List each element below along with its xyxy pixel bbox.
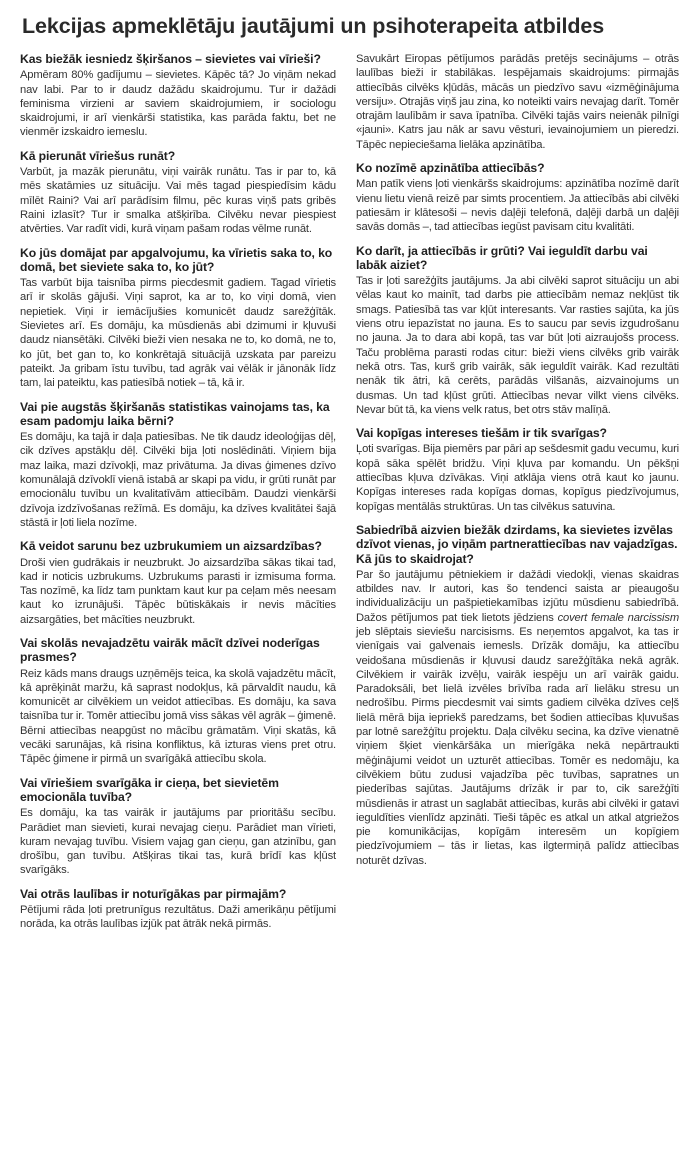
answer-text: Savukārt Eiropas pētījumos parādās pretējs secinājums – otrās laulības bieži ir stabilākas. Iespējamais skaidrojums: pirmajās attiecībās cilvēks kļūdās, mācās un piedzīvo savu «izmēģinājuma versiju». Otrajās viņš jau zina, ko noteikti vairs nevajag darīt. Tomēr otrajām laulībām ir sava īpatnība. Cilvēki tajās vairs neienāk pilnīgi «jauni». Katrs jau nāk ar savu vēsturi, ievainojumiem un pieredzi. Tāpēc nepieciešama lielāka apzinātība.: [356, 53, 679, 151]
question-heading: Vai otrās laulības ir noturīgākas par pirmajām?: [20, 886, 287, 901]
question-heading: Kas biežāk iesniedz šķiršanos – sievietes vai vīrieši?: [20, 52, 321, 66]
left-column: [20, 52, 336, 941]
question-heading: Kā pierunāt vīriešus runāt?: [20, 148, 176, 163]
qa-section: [20, 636, 336, 767]
answer-text: Droši vien gudrākais ir neuzbrukt. Jo aizsardzība sākas tikai tad, kad ir noticis uzbrukums. Uzbrukums parasti ir izmisuma forma. Tas nozīmē, ka līdz tam punktam kaut kur pa ceļam mēs neesam kaut ko izrunājuši. Tāpēc būtiskākais ir nevis mācīties aizsargāties, bet mācīties neuzbrukt.: [20, 556, 336, 626]
qa-section: [20, 149, 336, 237]
article-columns: [20, 52, 684, 941]
answer-text: [356, 568, 679, 868]
italic-term: covert female narcissism: [557, 611, 679, 624]
qa-section: [20, 776, 336, 878]
qa-section: [356, 523, 679, 868]
answer-text: Varbūt, ja mazāk pierunātu, viņi vairāk runātu. Tas ir par to, kā mēs skatāmies uz situāciju. Vai mēs tagad piespiedīsim kādu mīlēt Raini? Vai arī parādīsim filmu, pēc kuras viņš pats gribēs Raini izlasīt? Tur ir smalka atšķirība. Cilvēku nevar piespiest atvērties. Var radīt vidi, kurā viņam pašam rodas vēlme runāt.: [20, 166, 336, 236]
qa-section-continued: [356, 52, 679, 152]
answer-text: Ļoti svarīgas. Bija piemērs par pāri ap sešdesmit gadu vecumu, kuri kopā sāka spēlēt bridžu. Viņi kļuva par komandu. Un pēkšņi attiecības kļuva dzīvākas. Viņi atklāja viens otrā kaut ko jaunu. Kopīgas intereses rada kopīgas domas, kopīgus piedzīvojumus, kopīgas mentālās struktūras. Un tas cilvēkus satuvina.: [356, 443, 679, 513]
qa-section: [356, 161, 679, 234]
question-heading: Vai kopīgas intereses tiešām ir tik svarīgas?: [356, 426, 607, 441]
right-column: [356, 52, 679, 941]
answer-text: Apmēram 80% gadījumu – sievietes. Kāpēc tā? Jo viņām nekad nav labi. Par to ir daudz dažādu skaidrojumu. Tur ir dažādi feminisma virzieni ar saviem skaidrojumiem, ir sociologu skaidrojumi, ir arī vienkārši statistika, kas parāda faktu, bet ne vienmēr izskaidro iemeslu.: [20, 69, 336, 139]
question-heading: Kā veidot sarunu bez uzbrukumiem un aizsardzības?: [20, 539, 322, 554]
qa-section: [20, 52, 336, 140]
question-heading: Vai pie augstās šķiršanās statistikas vainojams tas, ka esam padomju laika bērni?: [20, 399, 330, 428]
question-heading: Ko jūs domājat par apgalvojumu, ka vīrietis saka to, ko domā, bet sieviete saka to, ko jūt?: [20, 245, 333, 274]
qa-section: [356, 244, 679, 418]
answer-text: Es domāju, ka tajā ir daļa patiesības. Ne tik daudz ideoloģijas dēļ, cik dzīves apstākļu dēļ. Cilvēki bija ļoti noslēdināti. Viņiem bija maz laika, mazi dzīvokļi, maz privātuma. Ja divas ģimenes dzīvo komunālajā dzīvoklī vienā istabā ar skapi pa vidu, ir grūti runāt par emocionālu tuvību un kvalitatīvām attiecībām. Daudzi vienkārši dzīvoja izdzīvošanas režīmā. Es domāju, ka dzīves kvalitātei šajā stāstā ir ļoti liela nozīme.: [20, 431, 336, 529]
question-heading: Ko darīt, ja attiecībās ir grūti? Vai ieguldīt darbu vai labāk aiziet?: [356, 243, 648, 272]
qa-section: [20, 887, 336, 932]
question-heading: Vai skolās nevajadzētu vairāk mācīt dzīvei noderīgas prasmes?: [20, 635, 320, 665]
question-heading: Ko nozīmē apzinātība attiecībās?: [356, 161, 545, 176]
answer-text: Man patīk viens ļoti vienkāršs skaidrojums: apzinātība nozīmē darīt vienu lietu vienā reizē par simts procentiem. Ja attiecībās abi cilvēki patiesām ir klātesoši – nevis daļēji telefonā, daļēji darbā un daļēji savās domās –, tad attiecības iegūst pavisam citu kvalitāti.: [356, 178, 679, 234]
answer-text-part: jeb slēptais sieviešu narcisisms. Es neņemtos apgalvot, ka tas ir vienīgais vai galvenais iemesls. Drīzāk domāju, ka attiecību veidošana mūsdienās ir kļuvusi daudz sarežģītāka nekā agrāk. Cilvēkiem ir vairāk izvēļu, vairāk iespēju un arī vairāk gaidu. Paradoksāli, bet lielā izvēles brīvība rada arī lielāku stresu un nedrošību. Pirms piecdesmit vai simts gadiem cilvēka dzīves ceļš lielā mērā bija iepriekš paredzams, bet šodien attiecības kļuvušas par lotnē sarežģītu projektu. Daļa cilvēku secina, ka dzīve vienatnē viņiem šķiet vienkāršāka un mierīgāka nekā nepārtraukti mēģinājumi veidot un uzturēt attiecības. Tomēr es nedomāju, ka cilvēkiem būtu zudusi vajadzība pēc tuvības, sapratnes un piederības sajūtas. Jautājums drīzāk ir par to, cik sarežģīti mūsdienās ir atrast un saglabāt attiecības, kurās abi cilvēki ir gatavi ieguldīties vienlīdz apzināti. Tieši tāpēc es atkal un atkal atgriežos pie komunikācijas, kopīgām interesēm un kopīgiem piedzīvojumiem – tās ir lietas, kas ilgtermiņā palīdz attiecības noturēt dzīvas.: [356, 625, 679, 867]
answer-text-part: Par šo jautājumu pētniekiem ir dažādi viedokļi, vienas skaidras atbildes nav. Ir autori, kas šo tendenci saista ar pieaugošu individualizāciju un pašpietiekamības izjūtu mūsdienu sabiedrībā. Dažos pētījumos pat tiek lietots jēdziens: [356, 568, 679, 624]
article-headline: Lekcijas apmeklētāju jautājumi un psihoterapeita atbildes: [22, 14, 605, 38]
answer-text: Tas varbūt bija taisnība pirms piecdesmit gadiem. Tagad vīrietis arī ir skolās gājuši. Viņi saprot, ka ar to, ko viņi domā, vien nepietiek. Viņi ir iemācījušies komunicēt daudz sarežģītāk. Sievietes arī. Es domāju, ka mūsdienās abi dzimumi ir kļuvuši daudz niansētāki. Cilvēki bieži vien nesaka ne to, ko domā, ne to, ko jūt, bet gan to, ko konkrētajā situācijā uzskata par pareizu pateikt. Ja gribam īstu tuvību, tad agrāk vai vēlāk ir jānonāk līdz tam, lai pateiktu, kas patiesībā notiek – tā, kā ir.: [20, 277, 336, 390]
question-heading: Sabiedrībā aizvien biežāk dzirdams, ka sievietes izvēlas dzīvot vienas, jo viņām partnerattiecības nav vajadzīgas. Kā jūs to skaidrojat?: [356, 522, 678, 566]
question-heading: Vai vīriešiem svarīgāka ir cieņa, bet sievietēm emocionāla tuvība?: [20, 775, 279, 804]
answer-text: Tas ir ļoti sarežģīts jautājums. Ja abi cilvēki saprot situāciju un abi vēlas kaut ko mainīt, tad darbs pie attiecībām nemaz nekļūst tik smags. Patiesībā tas var kļūt interesants. Var rasties sajūta, ka jūs viens otru iepazīstat no jauna. Es to saucu par sevis izgudrošanu no jauna. Ja to dara abi kopā, tas var būt ļoti aizraujošs process. Taču problēma parasti rodas citur: bieži viens cilvēks grib vairāk nekā otrs. Tas, kurš grib vairāk, sāk ieguldīt vairāk. Kad rezultāti nenāk tik ātri, kā cerēts, parādās vilšanās, aizvainojums un dusmas. Un tad kļūst grūti. Attiecības nevar vilkt viens cilvēks. Nevar būt tā, ka viens velk ratus, bet otrs stāv malīņā.: [356, 275, 679, 416]
qa-section: [20, 539, 336, 627]
answer-text: Pētījumi rāda ļoti pretrunīgus rezultātus. Daži amerikāņu pētījumi norāda, ka otrās laulības izjūk pat ātrāk nekā pirmās.: [20, 904, 336, 931]
answer-text: Reiz kāds mans draugs uzņēmējs teica, ka skolā vajadzētu mācīt, kā aprēķināt maržu, kā saprast nodokļus, kā pārvaldīt naudu, kā komunicēt ar cilvēkiem un veidot attiecības. Es domāju, ka sava taisnība tur ir. Tomēr attiecību jomā viss sākas vēl agrāk – ģimenē. Bērni attiecības neapgūst no mācību grāmatām. Viņi skatās, kā vecāki sarunājas, kā risina konfliktus, kā izturas viens pret otru. Tāpēc ģimene ir pirmā un svarīgākā attiecību skola.: [20, 667, 336, 766]
qa-section: [356, 426, 679, 514]
answer-text: Es domāju, ka tas vairāk ir jautājums par prioritāšu secību. Parādiet man sievieti, kurai nevajag cieņu. Parādiet man vīrieti, kuram nevajag tuvību. Visiem vajag gan cieņu, gan atzinību, gan drošību, gan tuvību. Atšķiras tikai tas, kurā brīdī kas kļūst svarīgāks.: [20, 807, 336, 877]
qa-section: [20, 400, 336, 531]
qa-section: [20, 246, 336, 391]
